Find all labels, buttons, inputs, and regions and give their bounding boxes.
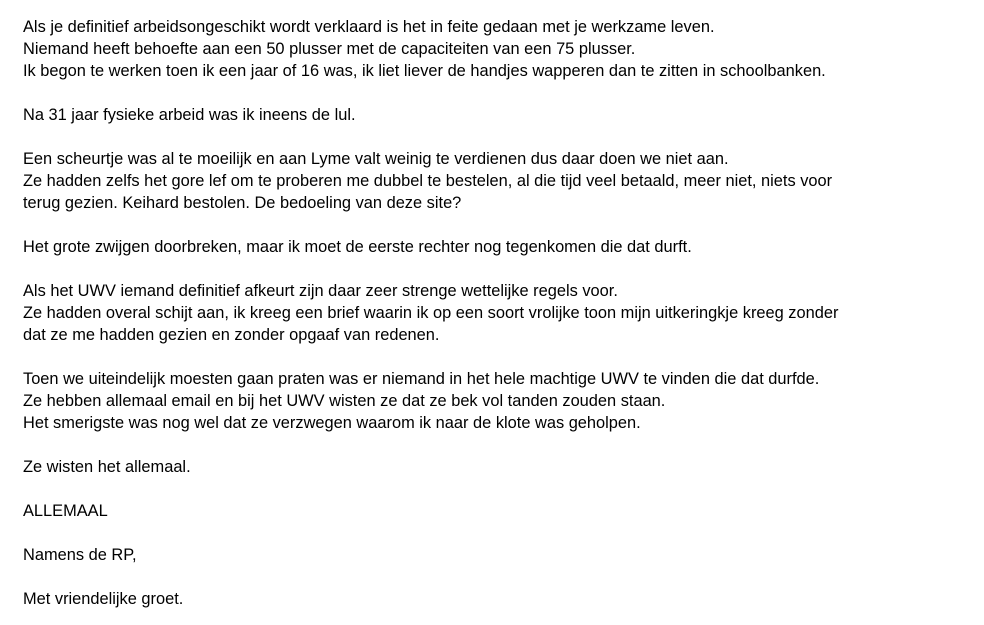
paragraph-intro [23,16,973,82]
signature-on-behalf [23,544,973,566]
paragraph-they-knew [23,456,973,478]
document-body [23,16,973,610]
text-line: Ze hadden zelfs het gore lef om te proberen me dubbel te bestelen, al die tijd veel betaald, meer niet, niets voor [23,172,833,190]
paragraph-31-years [23,104,973,126]
text-line: Toen we uiteindelijk moesten gaan praten was er niemand in het hele machtige UWV te vinden die dat durfde. [23,370,820,388]
paragraph-silence [23,236,973,258]
text-line: Namens de RP, [23,546,137,564]
text-line: terug gezien. Keihard bestolen. De bedoeling van deze site? [23,194,462,212]
text-line: Het smerigste was nog wel dat ze verzwegen waarom ik naar de klote was geholpen. [23,414,641,432]
text-line: Ik begon te werken toen ik een jaar of 16 was, ik liet liever de handjes wapperen dan te zitten in schoolbanken. [23,62,826,80]
text-line: Ze wisten het allemaal. [23,458,191,476]
text-line: Een scheurtje was al te moeilijk en aan Lyme valt weinig te verdienen dus daar doen we niet aan. [23,150,729,168]
text-line: Het grote zwijgen doorbreken, maar ik moet de eerste rechter nog tegenkomen die dat durft. [23,238,692,256]
text-line: Met vriendelijke groet. [23,590,184,608]
paragraph-lyme [23,148,973,214]
text-line: dat ze me hadden gezien en zonder opgaaf van redenen. [23,326,440,344]
text-line: Na 31 jaar fysieke arbeid was ik ineens de lul. [23,106,356,124]
paragraph-allemaal [23,500,973,522]
paragraph-uwv-rules [23,280,973,346]
paragraph-talks [23,368,973,434]
text-line: ALLEMAAL [23,502,108,520]
text-line: Als het UWV iemand definitief afkeurt zijn daar zeer strenge wettelijke regels voor. [23,282,618,300]
text-line: Ze hadden overal schijt aan, ik kreeg een brief waarin ik op een soort vrolijke toon mijn uitkeringkje kreeg zonder [23,304,839,322]
text-line: Als je definitief arbeidsongeschikt wordt verklaard is het in feite gedaan met je werkzame leven. [23,18,715,36]
text-line: Ze hebben allemaal email en bij het UWV wisten ze dat ze bek vol tanden zouden staan. [23,392,666,410]
closing-greeting [23,588,973,610]
text-line: Niemand heeft behoefte aan een 50 plusser met de capaciteiten van een 75 plusser. [23,40,636,58]
